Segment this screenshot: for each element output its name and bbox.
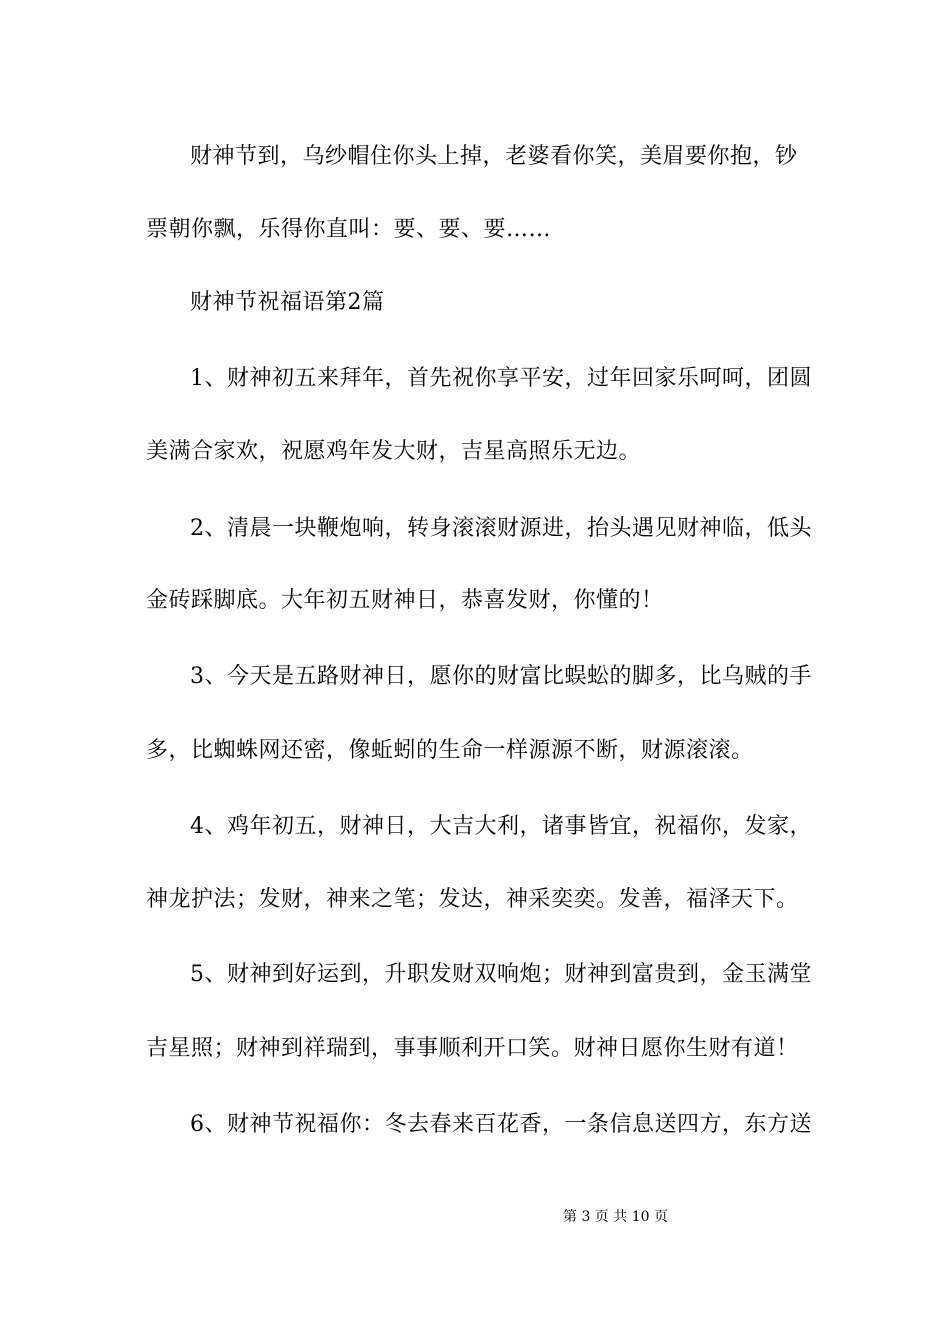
paragraph-line: 财神节到，乌纱帽住你头上掉，老婆看你笑，美眉要你抱，钞	[190, 144, 798, 169]
page-footer	[0, 1207, 950, 1227]
paragraph-line: 5、财神到好运到，升职发财双响炮；财神到富贵到，金玉满堂	[190, 962, 812, 987]
paragraph-line: 6、财神节祝福你：冬去春来百花香，一条信息送四方，东方送	[190, 1112, 812, 1137]
paragraph-line: 1、财神初五来拜年，首先祝你享平安，过年回家乐呵呵，团圆	[190, 366, 812, 391]
paragraph-line: 2、清晨一块鞭炮响，转身滚滚财源进，抬头遇见财神临，低头	[190, 516, 812, 541]
paragraph-line: 吉星照；财神到祥瑞到，事事顺利开口笑。财神日愿你生财有道！	[146, 1036, 799, 1061]
paragraph-line: 4、鸡年初五，财神日，大吉大利，诸事皆宜，祝福你，发家，	[190, 814, 812, 839]
paragraph-line: 票朝你飘，乐得你直叫：要、要、要……	[146, 217, 552, 242]
paragraph-line: 金砖踩脚底。大年初五财神日，恭喜发财，你懂的！	[146, 588, 664, 613]
section-heading: 财神节祝福语第2篇	[190, 290, 385, 315]
paragraph-line: 多，比蜘蛛网还密，像蚯蚓的生命一样源源不断，财源滚滚。	[146, 738, 754, 763]
paragraph-line: 美满合家欢，祝愿鸡年发大财，吉星高照乐无边。	[146, 439, 642, 464]
page-number: 第 3 页 共 10 页	[563, 1209, 668, 1225]
paragraph-line: 3、今天是五路财神日，愿你的财富比蜈蚣的脚多，比乌贼的手	[190, 664, 812, 689]
paragraph-line: 神龙护法；发财，神来之笔；发达，神采奕奕。发善，福泽天下。	[146, 887, 799, 912]
